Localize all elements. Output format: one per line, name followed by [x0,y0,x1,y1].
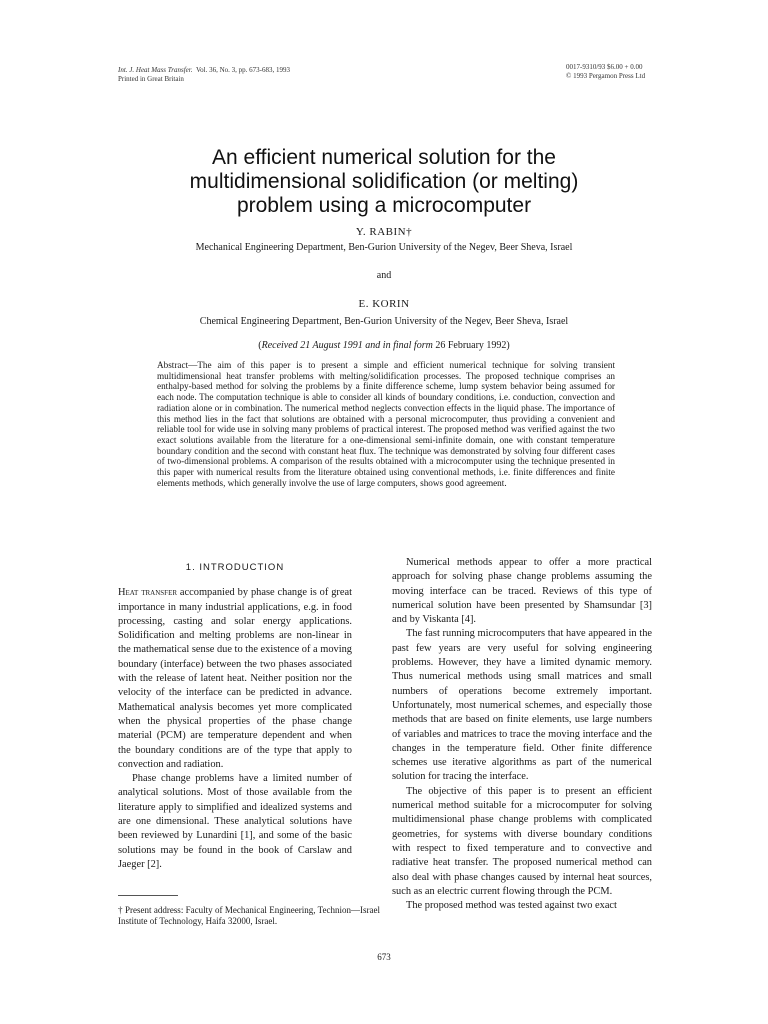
journal-name: Int. J. Heat Mass Transfer. [118,66,193,74]
title-line-3: problem using a microcomputer [236,194,532,217]
intro-paragraph-6: The proposed method was tested against two exact [406,900,617,912]
paper-title [100,146,668,218]
intro-paragraph-1: Heat transfer accompanied by phase change is of great importance in many industrial applications, e.g. in food processing, casting and solar energy applications. Solidification and melting problems are non-linear in the mathematical sense due to the existence of a moving boundary (interface) between the two phases associated with the release of latent heat. Neither position nor the velocity of the interface can be predicted in advance. Mathematical analysis becomes yet more complicated when the physical properties of the phase change material (PCM) are temperature dependent and when the boundary conditions are of the type that apply to convection and radiation. [118,587,352,770]
volume-info: Vol. 36, No. 3, pp. 673-683, 1993 [195,66,290,74]
section-heading: 1. INTRODUCTION [185,562,285,573]
title-line-2: multidimensional solidification (or melting) [189,170,579,193]
copyright-note: © 1993 Pergamon Press Ltd [566,72,646,80]
received-date: 21 August 1991 [297,340,366,351]
intro-paragraph-5: The objective of this paper is to present an efficient numerical method suitable for a microcomputer for solving multidimensional phase change problems with complicated geometries, for systems with diverse boundary conditions with respect to fixed temperature and to convective and radiative heat transfer. The proposed numerical method can also deal with phase changes caused by internal heat sources, such as an electric current flowing through the PCM. [392,785,652,897]
author-1-affiliation: Mechanical Engineering Department, Ben-Gurion University of the Negev, Beer Sheva, Israel [195,242,573,253]
intro-paragraph-4: The fast running microcomputers that have appeared in the past few years are very useful for solving engineering problems. However, they have a limited dynamic memory. Thus numerical methods using small matrices and small numbers of operations become extremely important. Unfortunately, most numerical schemes, and especially those methods that are based on finite elements, use large numbers of variables and matrices to trace the moving interface and the changes in the temperature field. Other finite difference schemes use iterative algorithms as part of the numerical solution for tracing the interface. [392,628,652,783]
intro-paragraph-3: Numerical methods appear to offer a more practical approach for solving phase change problems assuming the moving interface can be traced. Reviews of this type of numerical solution have been presented by Shamsundar [3] and by Viskanta [4]. [392,557,652,626]
printed-note: Printed in Great Britain [118,75,184,83]
abstract-label: Abstract [157,360,189,370]
title-line-1: An efficient numerical solution for the [212,146,556,169]
abstract [157,360,615,488]
and-separator: and [376,270,392,281]
page-number: 673 [377,952,391,962]
issn-code: 0017-9310/93 $6.00 + 0.00 [566,63,643,71]
footnote: † Present address: Faculty of Mechanical Engineering, Technion—Israel Institute of Technology, Haifa 32000, Israel. [118,905,380,926]
left-column [118,558,352,872]
right-column [392,556,652,913]
author-2-affiliation: Chemical Engineering Department, Ben-Gurion University of the Negev, Beer Sheva, Israel [199,316,569,327]
final-date: 26 February 1992) [432,340,510,351]
author-1-name: Y. RABIN† [355,226,413,238]
received-label: Received [261,340,298,351]
intro-lead: Heat transfer [118,587,178,599]
journal-header [118,66,290,84]
final-form-label: and in final form [365,340,433,351]
abstract-text: —The aim of this paper is to present a simple and efficient numerical technique for solving transient multidimensional heat transfer problems with melting/solidification processes. The proposed technique comprises an enthalpy-based method for solving the problems by a finite difference scheme, lump system behavior being assumed for each node. The computation technique is able to consider all kinds of boundary conditions, i.e. conduction, convection and radiation alone or in combination. The numerical method neglects convection effects in the liquid phase. The importance of this method lies in the fact that solutions are obtained with a personal microcomputer, thus providing a convenient and reliable tool for wide use in solving many problems of practical interest. The proposed method was verified against the two exact solutions available from the literature for a one-dimensional semi-infinite domain, one with constant temperature boundary condition and the second with constant heat flux. The technique was demonstrated by solving four different cases of two-dimensional problems. A comparison of the results obtained with a microcomputer using the technique presented in this paper with numerical results from the literature obtained using conventional methods, i.e. finite differences and finite elements methods, which generally involve the use of large computers, shows good agreement. [157,360,615,488]
publisher-header [566,63,645,81]
received-dates: (Received 21 August 1991 and in final form 26 February 1992) [258,340,510,351]
footnote-rule [118,895,178,896]
author-2-name: E. KORIN [358,298,410,310]
intro-paragraph-2: Phase change problems have a limited number of analytical solutions. Most of those available from the literature apply to simplified and idealized systems and are one dimensional. These analytical solutions have been reviewed by Lunardini [1], and some of the basic solutions may be found in the book of Carslaw and Jaeger [2]. [118,773,352,870]
